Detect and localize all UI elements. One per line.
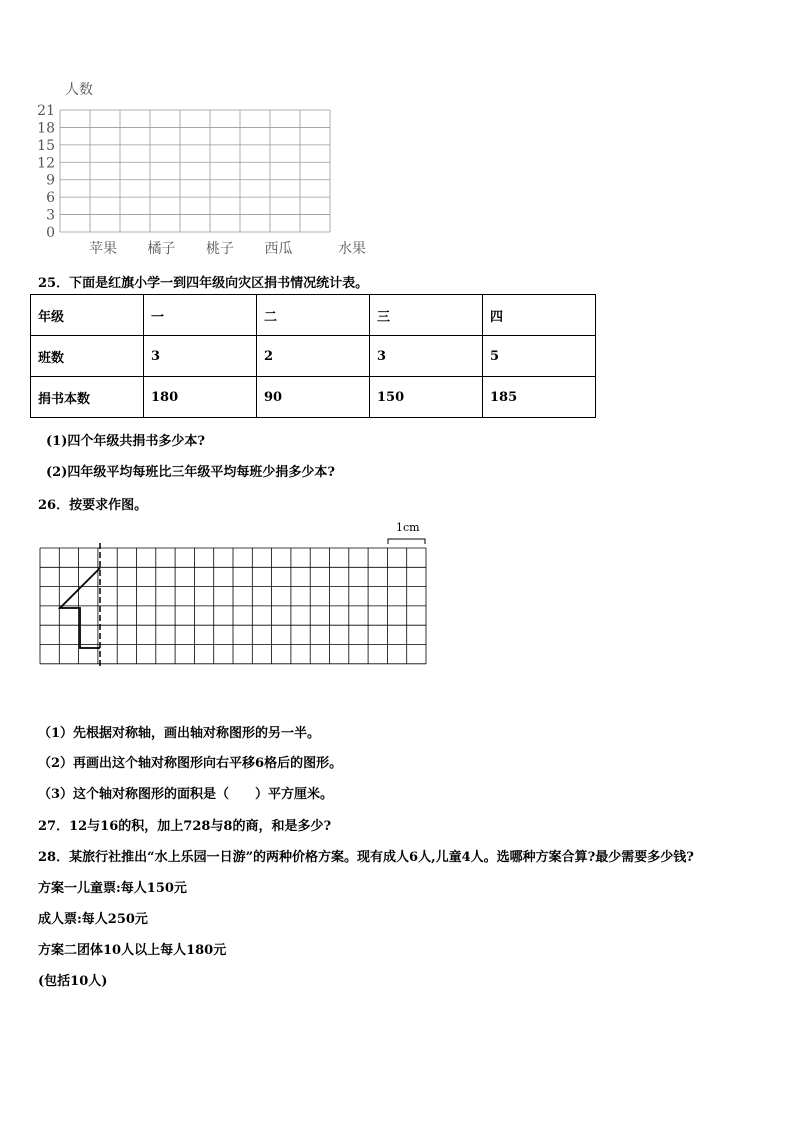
table-cell: 四	[483, 295, 596, 336]
y-tick-label: 21	[37, 103, 55, 119]
table-cell: 5	[483, 336, 596, 377]
table-cell: 年级	[31, 295, 144, 336]
y-tick-label: 6	[46, 190, 55, 207]
square-grid	[40, 548, 426, 664]
q26-title: 26．按要求作图。	[38, 498, 148, 513]
table-cell: 班数	[31, 336, 144, 377]
q25-title: 25．下面是红旗小学一到四年级向灾区捐书情况统计表。	[38, 276, 369, 291]
chart-grid	[60, 110, 330, 232]
table-cell: 三	[370, 295, 483, 336]
chart-y-ticks	[37, 103, 55, 241]
table-row	[31, 295, 596, 336]
x-category-label: 苹果	[89, 241, 117, 257]
chart-x-categories	[89, 240, 293, 257]
q26-sub2: （2）再画出这个轴对称图形向右平移6格后的图形。	[38, 756, 343, 771]
y-tick-label: 0	[46, 225, 55, 241]
q28-text: 28．某旅行社推出“水上乐园一日游”的两种价格方案。现有成人6人,儿童4人。选哪种方案合算?最少需要多少钱?	[38, 850, 694, 865]
table-cell: 3	[144, 336, 257, 377]
q26-sub3: （3）这个轴对称图形的面积是（ ）平方厘米。	[38, 787, 334, 802]
table-cell: 180	[144, 377, 257, 418]
q28-line2: 成人票:每人250元	[38, 912, 148, 927]
y-tick-label: 12	[37, 155, 55, 172]
table-cell: 捐书本数	[31, 377, 144, 418]
chart-x-axis-label: 水果	[338, 241, 366, 257]
y-tick-label: 18	[37, 120, 55, 137]
y-tick-label: 9	[46, 172, 55, 189]
table-row	[31, 336, 596, 377]
y-tick-label: 3	[46, 207, 55, 224]
q28-line3: 方案二团体10人以上每人180元	[38, 943, 227, 958]
table-cell: 150	[370, 377, 483, 418]
q27-text: 27．12与16的积，加上728与8的商，和是多少?	[38, 819, 332, 834]
y-tick-label: 15	[37, 137, 55, 154]
unit-brace	[388, 539, 425, 544]
q25-sub1: (1)四个年级共捐书多少本?	[46, 434, 205, 449]
x-category-label: 西瓜	[264, 241, 293, 257]
table-cell: 185	[483, 377, 596, 418]
table-cell: 一	[144, 295, 257, 336]
unit-label: 1cm	[396, 521, 420, 534]
x-category-label: 橘子	[147, 241, 176, 257]
book-donation-table	[30, 294, 596, 418]
q25-sub2: (2)四年级平均每班比三年级平均每班少捐多少本?	[46, 465, 335, 480]
table-cell: 90	[257, 377, 370, 418]
fruit-bar-chart	[0, 70, 400, 265]
q28-line4: (包括10人)	[38, 974, 108, 989]
half-figure	[60, 568, 100, 648]
x-category-label: 桃子	[206, 241, 234, 257]
table-cell: 3	[370, 336, 483, 377]
table-cell: 2	[257, 336, 370, 377]
q26-sub1: （1）先根据对称轴，画出轴对称图形的另一半。	[38, 726, 321, 741]
table-cell: 二	[257, 295, 370, 336]
table-row	[31, 377, 596, 418]
drawing-grid-figure	[0, 515, 440, 675]
q28-line1: 方案一儿童票:每人150元	[38, 881, 187, 896]
chart-y-axis-label: 人数	[65, 82, 93, 98]
